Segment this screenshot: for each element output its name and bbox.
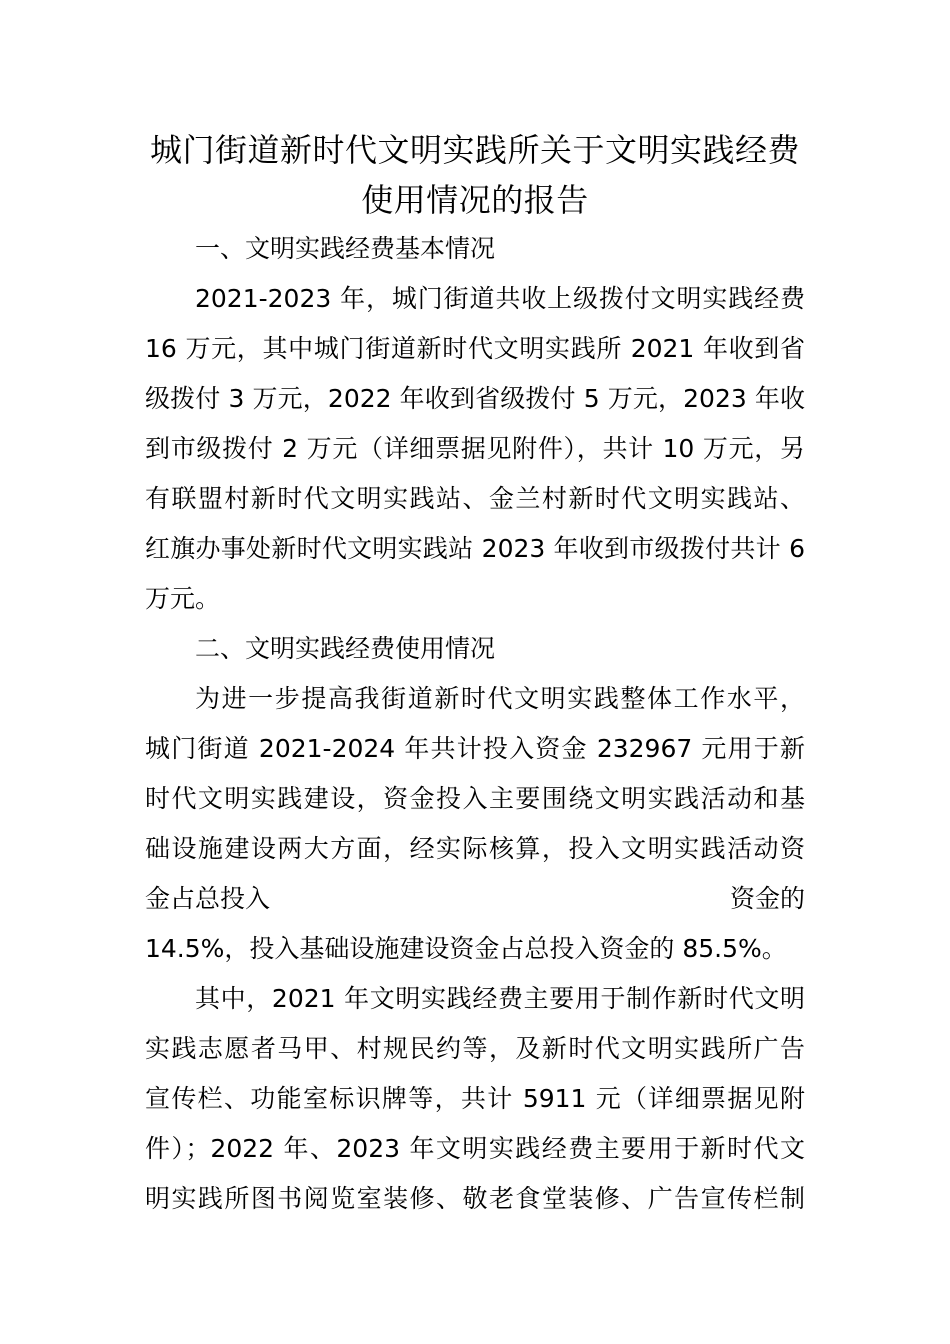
paragraph-line: 万元。: [145, 584, 221, 613]
paragraph-line: 级拨付 3 万元，2022 年收到省级拨付 5 万元，2023 年收: [145, 384, 805, 413]
paragraph-line: 14.5%，投入基础设施建设资金占总投入资金的 85.5%。: [145, 934, 787, 963]
paragraph-line: 16 万元，其中城门街道新时代文明实践所 2021 年收到省: [145, 334, 805, 363]
paragraph-line: 时代文明实践建设，资金投入主要围绕文明实践活动和基: [145, 784, 805, 813]
paragraph-line: 其中，2021 年文明实践经费主要用于制作新时代文明: [195, 984, 805, 1013]
document-title-line-1: 城门街道新时代文明实践所关于文明实践经费: [149, 131, 800, 169]
paragraph-line: 实践志愿者马甲、村规民约等，及新时代文明实践所广告: [145, 1034, 805, 1063]
paragraph-line: 红旗办事处新时代文明实践站 2023 年收到市级拨付共计 6: [145, 534, 805, 563]
section-2-heading: 二、文明实践经费使用情况: [195, 634, 496, 663]
paragraph-line: 城门街道 2021-2024 年共计投入资金 232967 元用于新: [145, 734, 805, 763]
paragraph-line: 宣传栏、功能室标识牌等，共计 5911 元（详细票据见附: [145, 1084, 805, 1113]
document-title-line-2: 使用情况的报告: [361, 181, 589, 219]
paragraph-line: 到市级拨付 2 万元（详细票据见附件），共计 10 万元，另: [145, 434, 805, 463]
paragraph-line: 件）；2022 年、2023 年文明实践经费主要用于新时代文: [145, 1134, 805, 1163]
paragraph-line: 明实践所图书阅览室装修、敬老食堂装修、广告宣传栏制: [145, 1184, 805, 1213]
paragraph-line-split-right: 资金的: [729, 884, 805, 913]
paragraph-line: 2021-2023 年，城门街道共收上级拨付文明实践经费: [195, 284, 805, 313]
paragraph-line-split-left: 金占总投入: [145, 884, 271, 913]
paragraph-line: 有联盟村新时代文明实践站、金兰村新时代文明实践站、: [145, 484, 805, 513]
section-1-heading: 一、文明实践经费基本情况: [195, 234, 496, 263]
paragraph-line: 础设施建设两大方面，经实际核算，投入文明实践活动资: [145, 834, 805, 863]
paragraph-line: 为进一步提高我街道新时代文明实践整体工作水平，: [195, 684, 805, 713]
